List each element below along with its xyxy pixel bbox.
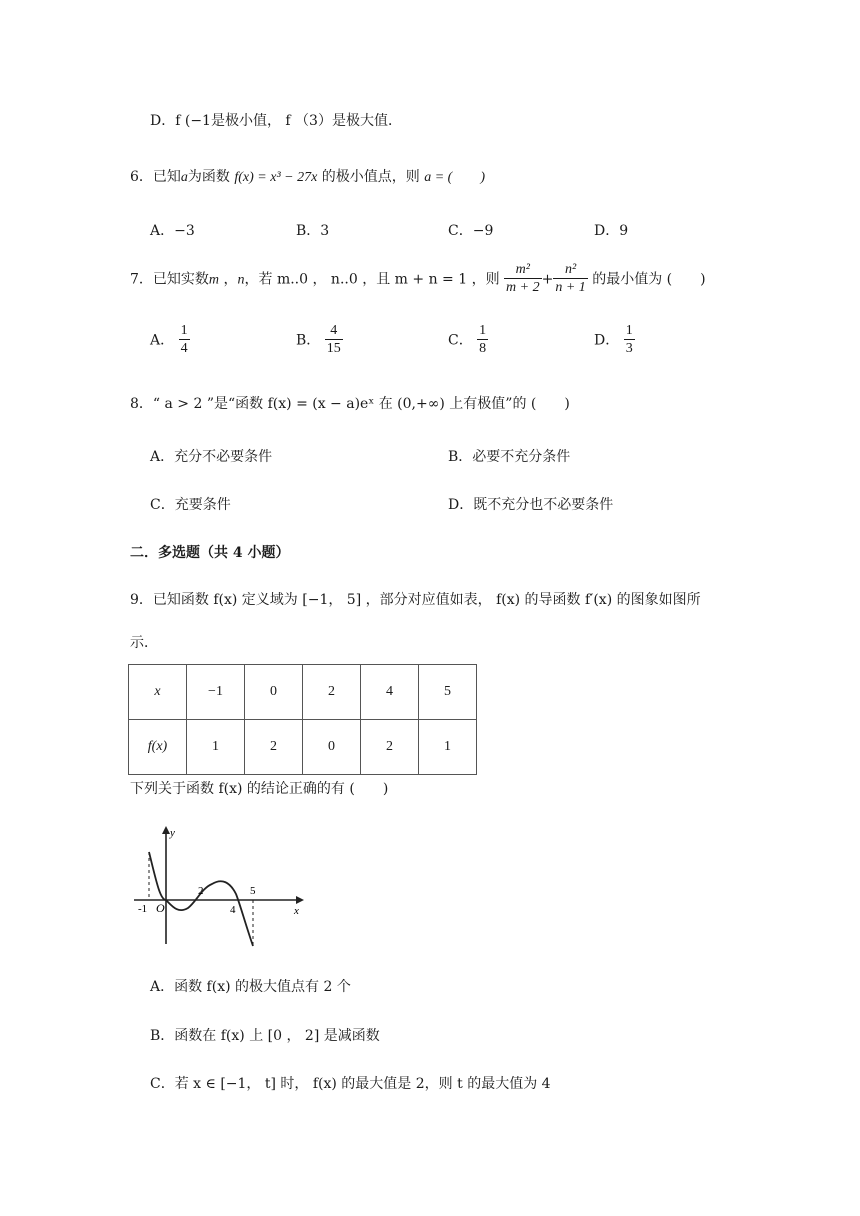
q7-var-n: n: [237, 272, 245, 288]
q7-option-d: [594, 323, 635, 358]
graph-label-2: 2: [198, 885, 204, 897]
graph-label-neg1: -1: [138, 903, 148, 915]
q7-option-b-num: 4: [325, 323, 343, 340]
q7-option-d-label: D．: [594, 332, 620, 349]
q7-condition: ，若 m..0 ， n..0 ，且 m + n = 1 ，则: [244, 271, 500, 288]
graph-label-x: x: [294, 905, 299, 917]
q6-stem: [130, 166, 485, 186]
table-row: [129, 665, 477, 720]
table-cell: 2: [303, 665, 361, 720]
q9-question: 下列关于函数 f(x) 的结论正确的有 ( ): [130, 781, 389, 797]
table-row: [129, 720, 477, 775]
table-cell: 1: [187, 720, 245, 775]
table-cell: 0: [245, 665, 303, 720]
q7-option-a-den: 4: [180, 341, 188, 356]
q7-option-b-label: B．: [296, 332, 321, 349]
q7-option-b-fraction: [325, 323, 343, 358]
q8-option-c: C．充要条件: [150, 497, 231, 513]
q9-value-table: [128, 664, 477, 775]
q7-option-b: [296, 323, 343, 358]
q9-stem-line2: 示．: [130, 635, 158, 651]
q7-option-d-num: 1: [625, 323, 633, 338]
q8-option-a: A．充分不必要条件: [150, 449, 273, 465]
q6-option-d: D．9: [594, 223, 629, 239]
q6-var-a: a: [180, 170, 188, 185]
table-cell: 2: [245, 720, 303, 775]
q9-option-a: A．函数 f(x) 的极大值点有 2 个: [150, 979, 351, 995]
q7-fraction-m: [504, 262, 542, 297]
q7-stem-pre: 7．已知实数: [130, 271, 209, 288]
q9-stem-line1: 9．已知函数 f(x) 定义域为 [−1， 5] ，部分对应值如表， f(x) 的导函数 f′(x) 的图象如图所: [130, 592, 701, 608]
q7-plus: +: [541, 271, 554, 288]
q7-option-c: [448, 323, 488, 358]
table-header-fx: f(x): [129, 720, 187, 775]
q7-frac1-numerator: m²: [504, 262, 542, 279]
graph-label-5: 5: [250, 885, 256, 897]
section-heading-multi-choice: 二．多选题（共 4 小题）: [130, 545, 290, 561]
q7-option-a-fraction: [179, 323, 190, 358]
q6-stem-pre: 6．已知: [130, 169, 181, 185]
q7-option-a: [150, 323, 190, 358]
q6-option-c: C．−9: [448, 223, 494, 239]
q9-option-b: B．函数在 f(x) 上 [0 ， 2] 是减函数: [150, 1028, 380, 1044]
q7-option-a-num: 1: [180, 323, 188, 338]
table-cell: 5: [419, 665, 477, 720]
q7-option-a-label: A．: [150, 332, 175, 349]
q7-option-c-fraction: [477, 323, 488, 358]
q6-stem-mid: 为函数: [187, 169, 230, 185]
table-cell: 1: [419, 720, 477, 775]
q7-option-c-num: 1: [479, 323, 487, 338]
q7-stem-post: 的最小值为 ( ): [592, 271, 706, 288]
q5-option-d: D．f (−1是极小值， f （3）是极大值．: [150, 113, 402, 129]
q7-fraction-n: [553, 262, 587, 297]
q9-derivative-graph: [130, 822, 310, 952]
q8-option-b: B．必要不充分条件: [448, 449, 571, 465]
q8-option-d: D．既不充分也不必要条件: [448, 497, 614, 513]
derivative-curve: [149, 852, 253, 946]
table-cell: 2: [361, 720, 419, 775]
table-cell: 0: [303, 720, 361, 775]
q6-option-a: A．−3: [150, 223, 195, 239]
q6-stem-post: 的极小值点，则: [321, 169, 420, 185]
table-cell: −1: [187, 665, 245, 720]
graph-label-4: 4: [230, 904, 236, 916]
x-axis-arrow-icon: [296, 896, 304, 904]
q7-option-d-fraction: [624, 323, 635, 358]
q8-stem: 8．“ a > 2 ”是“函数 f(x) = (x − a)eˣ 在 (0,+∞) 上有极值”的 ( ): [130, 396, 570, 412]
q7-option-c-den: 8: [479, 341, 487, 356]
table-cell: 4: [361, 665, 419, 720]
q7-stem: 7．已知实数m ，n，若 m..0 ， n..0 ，且 m + n = 1 ，则 $\frac{\text{m²}}{m + 2}$ + $\frac{\text{n²}}{n + 1}$ 的最小值为 ( ): [130, 262, 706, 295]
q7-option-d-den: 3: [625, 341, 633, 356]
q6-option-b: B．3: [296, 223, 330, 239]
q6-answer-blank: a = ( ): [424, 170, 486, 185]
graph-label-origin: O: [156, 901, 165, 915]
q7-var-m: m: [208, 272, 220, 288]
graph-label-y: y: [170, 827, 175, 839]
q9-option-c: C．若 x ∈ [−1， t] 时， f(x) 的最大值是 2，则 t 的最大值为 4: [150, 1076, 551, 1092]
q7-option-b-den: 15: [326, 341, 341, 356]
q7-frac2-denominator: n + 1: [555, 280, 586, 295]
q6-function: f(x) = x³ − 27x: [234, 170, 318, 185]
q7-option-c-label: C．: [448, 332, 473, 349]
y-axis-arrow-icon: [162, 826, 170, 834]
table-header-x: x: [129, 665, 187, 720]
q7-frac1-denominator: m + 2: [506, 280, 540, 295]
q7-frac2-numerator: n²: [553, 262, 587, 279]
